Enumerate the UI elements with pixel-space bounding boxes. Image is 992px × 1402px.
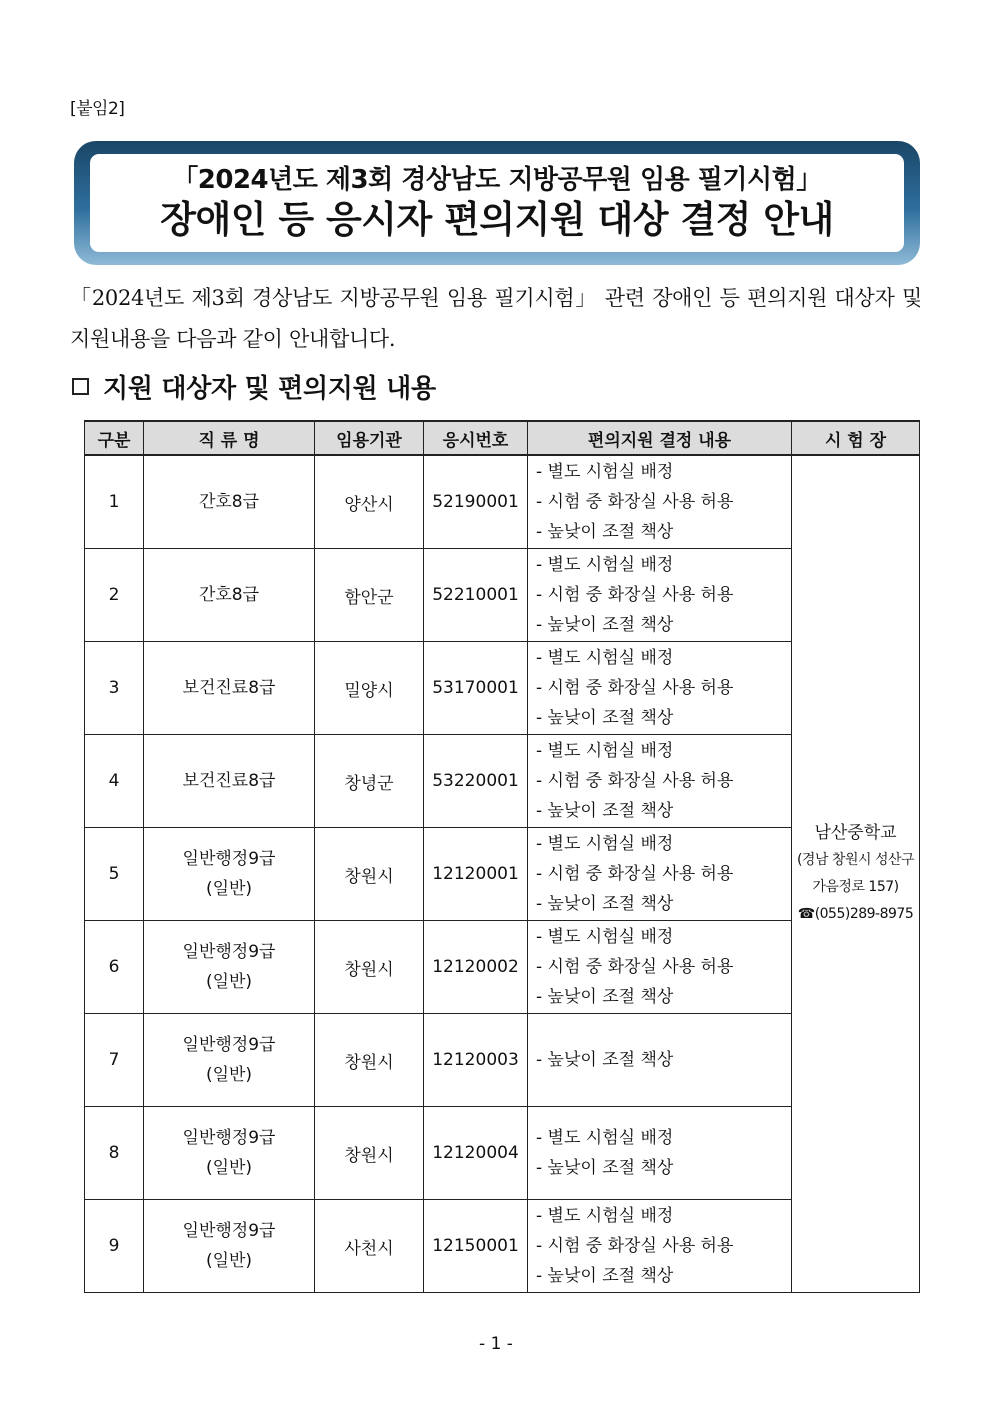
support-item: - 시험 중 화장실 사용 허용 (536, 957, 734, 977)
row-job-line: 보건진료8급 (182, 678, 276, 698)
row-no: 1 (85, 455, 144, 549)
section-title: 지원 대상자 및 편의지원 내용 (103, 374, 436, 404)
row-job-line: (일반) (205, 1065, 253, 1085)
venue-cell (792, 455, 920, 1293)
row-agency: 창녕군 (315, 735, 424, 828)
row-job-line: 일반행정9급 (182, 942, 276, 962)
row-no: 6 (85, 921, 144, 1014)
row-support (528, 642, 792, 735)
row-job (144, 1107, 315, 1200)
row-no: 9 (85, 1200, 144, 1293)
banner-title: 장애인 등 응시자 편의지원 대상 결정 안내 (160, 198, 834, 241)
row-exam-no: 52190001 (424, 455, 528, 549)
header-job: 직 류 명 (144, 421, 315, 455)
row-agency: 창원시 (315, 1107, 424, 1200)
venue-phone: ☎(055)289-8975 (797, 906, 914, 922)
support-item: - 별도 시험실 배정 (536, 462, 674, 482)
row-job (144, 642, 315, 735)
row-support (528, 455, 792, 549)
title-banner-inner (90, 154, 904, 252)
row-job-line: 간호8급 (198, 585, 260, 605)
support-item: - 별도 시험실 배정 (536, 555, 674, 575)
row-job-line: 일반행정9급 (182, 1035, 276, 1055)
row-agency: 밀양시 (315, 642, 424, 735)
header-exam-no: 응시번호 (424, 421, 528, 455)
row-support (528, 921, 792, 1014)
row-job (144, 1014, 315, 1107)
support-item: - 별도 시험실 배정 (536, 741, 674, 761)
title-banner (74, 141, 920, 265)
support-item: - 시험 중 화장실 사용 허용 (536, 585, 734, 605)
row-support (528, 1200, 792, 1293)
row-agency: 창원시 (315, 921, 424, 1014)
row-job-line: 간호8급 (198, 492, 260, 512)
table-header-row (85, 421, 920, 455)
row-exam-no: 12120003 (424, 1014, 528, 1107)
section-heading (72, 368, 436, 405)
support-item: - 별도 시험실 배정 (536, 927, 674, 947)
support-item: - 높낮이 조절 책상 (536, 615, 674, 635)
header-venue: 시 험 장 (792, 421, 920, 455)
row-exam-no: 52210001 (424, 549, 528, 642)
support-item: - 높낮이 조절 책상 (536, 522, 674, 542)
support-item: - 시험 중 화장실 사용 허용 (536, 771, 734, 791)
row-job (144, 921, 315, 1014)
row-job (144, 549, 315, 642)
row-job-line: (일반) (205, 1158, 253, 1178)
row-support (528, 549, 792, 642)
row-job-line: 일반행정9급 (182, 849, 276, 869)
venue-address-line1: (경남 창원시 성산구 (796, 852, 915, 868)
row-exam-no: 53220001 (424, 735, 528, 828)
row-support (528, 828, 792, 921)
row-no: 2 (85, 549, 144, 642)
support-item: - 높낮이 조절 책상 (536, 987, 674, 1007)
row-job-line: 보건진료8급 (182, 771, 276, 791)
row-job-line: (일반) (205, 1251, 253, 1271)
support-item: - 높낮이 조절 책상 (536, 1158, 674, 1178)
support-item: - 별도 시험실 배정 (536, 648, 674, 668)
row-job (144, 455, 315, 549)
row-job-line: (일반) (205, 972, 253, 992)
row-agency: 양산시 (315, 455, 424, 549)
row-exam-no: 12120002 (424, 921, 528, 1014)
attachment-label: [붙임2] (70, 99, 125, 119)
support-item: - 별도 시험실 배정 (536, 1128, 674, 1148)
support-table (84, 420, 920, 1293)
row-no: 7 (85, 1014, 144, 1107)
banner-subtitle: 「2024년도 제3회 경상남도 지방공무원 임용 필기시험」 (172, 165, 822, 195)
intro-paragraph: 「2024년도 제3회 경상남도 지방공무원 임용 필기시험」 관련 장애인 등 편의지원 대상자 및 지원내용을 다음과 같이 안내합니다. (70, 286, 922, 351)
support-item: - 별도 시험실 배정 (536, 834, 674, 854)
row-job (144, 735, 315, 828)
row-job-line: 일반행정9급 (182, 1128, 276, 1148)
row-exam-no: 12120001 (424, 828, 528, 921)
support-item: - 시험 중 화장실 사용 허용 (536, 678, 734, 698)
row-job (144, 828, 315, 921)
row-no: 3 (85, 642, 144, 735)
table-row (85, 455, 920, 549)
support-item: - 시험 중 화장실 사용 허용 (536, 864, 734, 884)
row-no: 4 (85, 735, 144, 828)
row-job (144, 1200, 315, 1293)
row-exam-no: 12150001 (424, 1200, 528, 1293)
venue-name: 남산중학교 (814, 823, 897, 843)
row-no: 5 (85, 828, 144, 921)
support-item: - 높낮이 조절 책상 (536, 894, 674, 914)
row-job-line: 일반행정9급 (182, 1221, 276, 1241)
header-support: 편의지원 결정 내용 (528, 421, 792, 455)
row-job-line: (일반) (205, 879, 253, 899)
row-no: 8 (85, 1107, 144, 1200)
page-number: - 1 - (479, 1334, 513, 1354)
header-agency: 임용기관 (315, 421, 424, 455)
support-item: - 시험 중 화장실 사용 허용 (536, 1236, 734, 1256)
header-no: 구분 (85, 421, 144, 455)
table-body (85, 455, 920, 1293)
row-agency: 창원시 (315, 828, 424, 921)
row-agency: 함안군 (315, 549, 424, 642)
support-item: - 별도 시험실 배정 (536, 1206, 674, 1226)
row-exam-no: 12120004 (424, 1107, 528, 1200)
support-item: - 높낮이 조절 책상 (536, 708, 674, 728)
row-support (528, 735, 792, 828)
row-exam-no: 53170001 (424, 642, 528, 735)
row-support (528, 1107, 792, 1200)
venue-address-line2: 가음정로 157) (812, 879, 899, 895)
support-item: - 높낮이 조절 책상 (536, 801, 674, 821)
row-agency: 창원시 (315, 1014, 424, 1107)
checkbox-square-icon (72, 378, 89, 395)
row-support (528, 1014, 792, 1107)
row-agency: 사천시 (315, 1200, 424, 1293)
support-item: - 시험 중 화장실 사용 허용 (536, 492, 734, 512)
support-item: - 높낮이 조절 책상 (536, 1266, 674, 1286)
support-item: - 높낮이 조절 책상 (536, 1050, 674, 1070)
